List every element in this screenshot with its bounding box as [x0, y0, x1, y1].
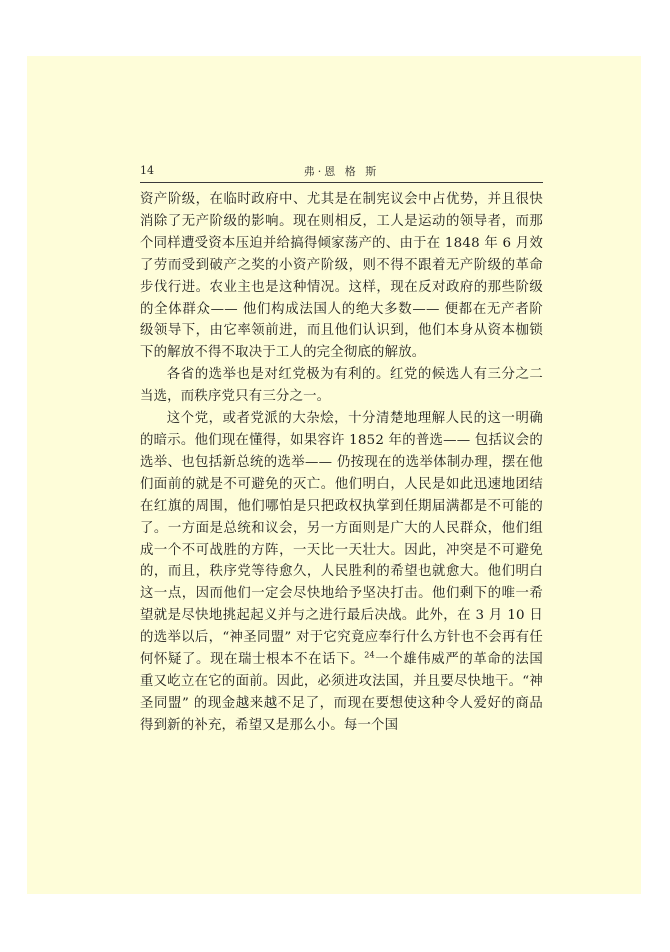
page-header — [140, 160, 543, 183]
footnote-marker[interactable]: 24 — [364, 650, 375, 660]
paragraph-3-text-a: 这个党，或者党派的大杂烩，十分清楚地理解人民的这一明确的暗示。他们现在懂得，如果容许 1852 年的普选—— 包括议会的选举、也包括新总统的选举—— 仍按现在的选举体制办理，摆在他们面前的就是不可避免的灭亡。他们明白，人民是如此迅速地团结在红旗的周围，他们哪怕是只把政权执掌到任期届满都是不可能的了。一方面是总统和议会，另一方面则是广大的人民群众，他们组成一个不可战胜的方阵，一天比一天壮大。因此，冲突是不可避免的，而且，秩序党等待愈久，人民胜利的希望也就愈大。他们明白这一点，因而他们一定会尽快地给予坚决打击。他们剩下的唯一希望就是尽快地挑起起义并与之进行最后决战。此外，在 3 月 10 日的选举以后，“神圣同盟” 对于它究竟应奉行什么方针也不会再有任何怀疑了。现在瑞士根本不在话下。 — [140, 411, 543, 668]
paragraph-3-text-b: 一个雄伟威严的革命的法国重又屹立在它的面前。因此，必须进攻法国，并且要尽快地干。“神圣同盟” 的现金越来越不足了，而现在要想使这种令人爱好的商品得到新的补充，希望又是那么小。每一个国 — [140, 652, 543, 733]
running-title: 弗·恩 格 斯 — [303, 165, 380, 178]
page-number: 14 — [140, 164, 154, 177]
body-text — [140, 189, 543, 737]
paragraph-2: 各省的选举也是对红党极为有利的。红党的候选人有三分之二当选，而秩序党只有三分之一。 — [140, 367, 543, 405]
paragraph-1: 资产阶级，在临时政府中、尤其是在制宪议会中占优势，并且很快消除了无产阶级的影响。现在则相反，工人是运动的领导者，而那个同样遭受资本压迫并给搞得倾家荡产的、由于在 1848 年 6 月效了劳而受到破产之奖的小资产阶级，则不得不跟着无产阶级的革命步伐行进。农业主也是这种情况。这样，现在反对政府的那些阶级的全体群众—— 他们构成法国人的绝大多数—— 便都在无产者阶级领导下，由它率领前进，而且他们认识到，他们本身从资本枷锁下的解放不得不取决于工人的完全彻底的解放。 — [140, 192, 543, 361]
paragraph-3 — [140, 408, 543, 737]
